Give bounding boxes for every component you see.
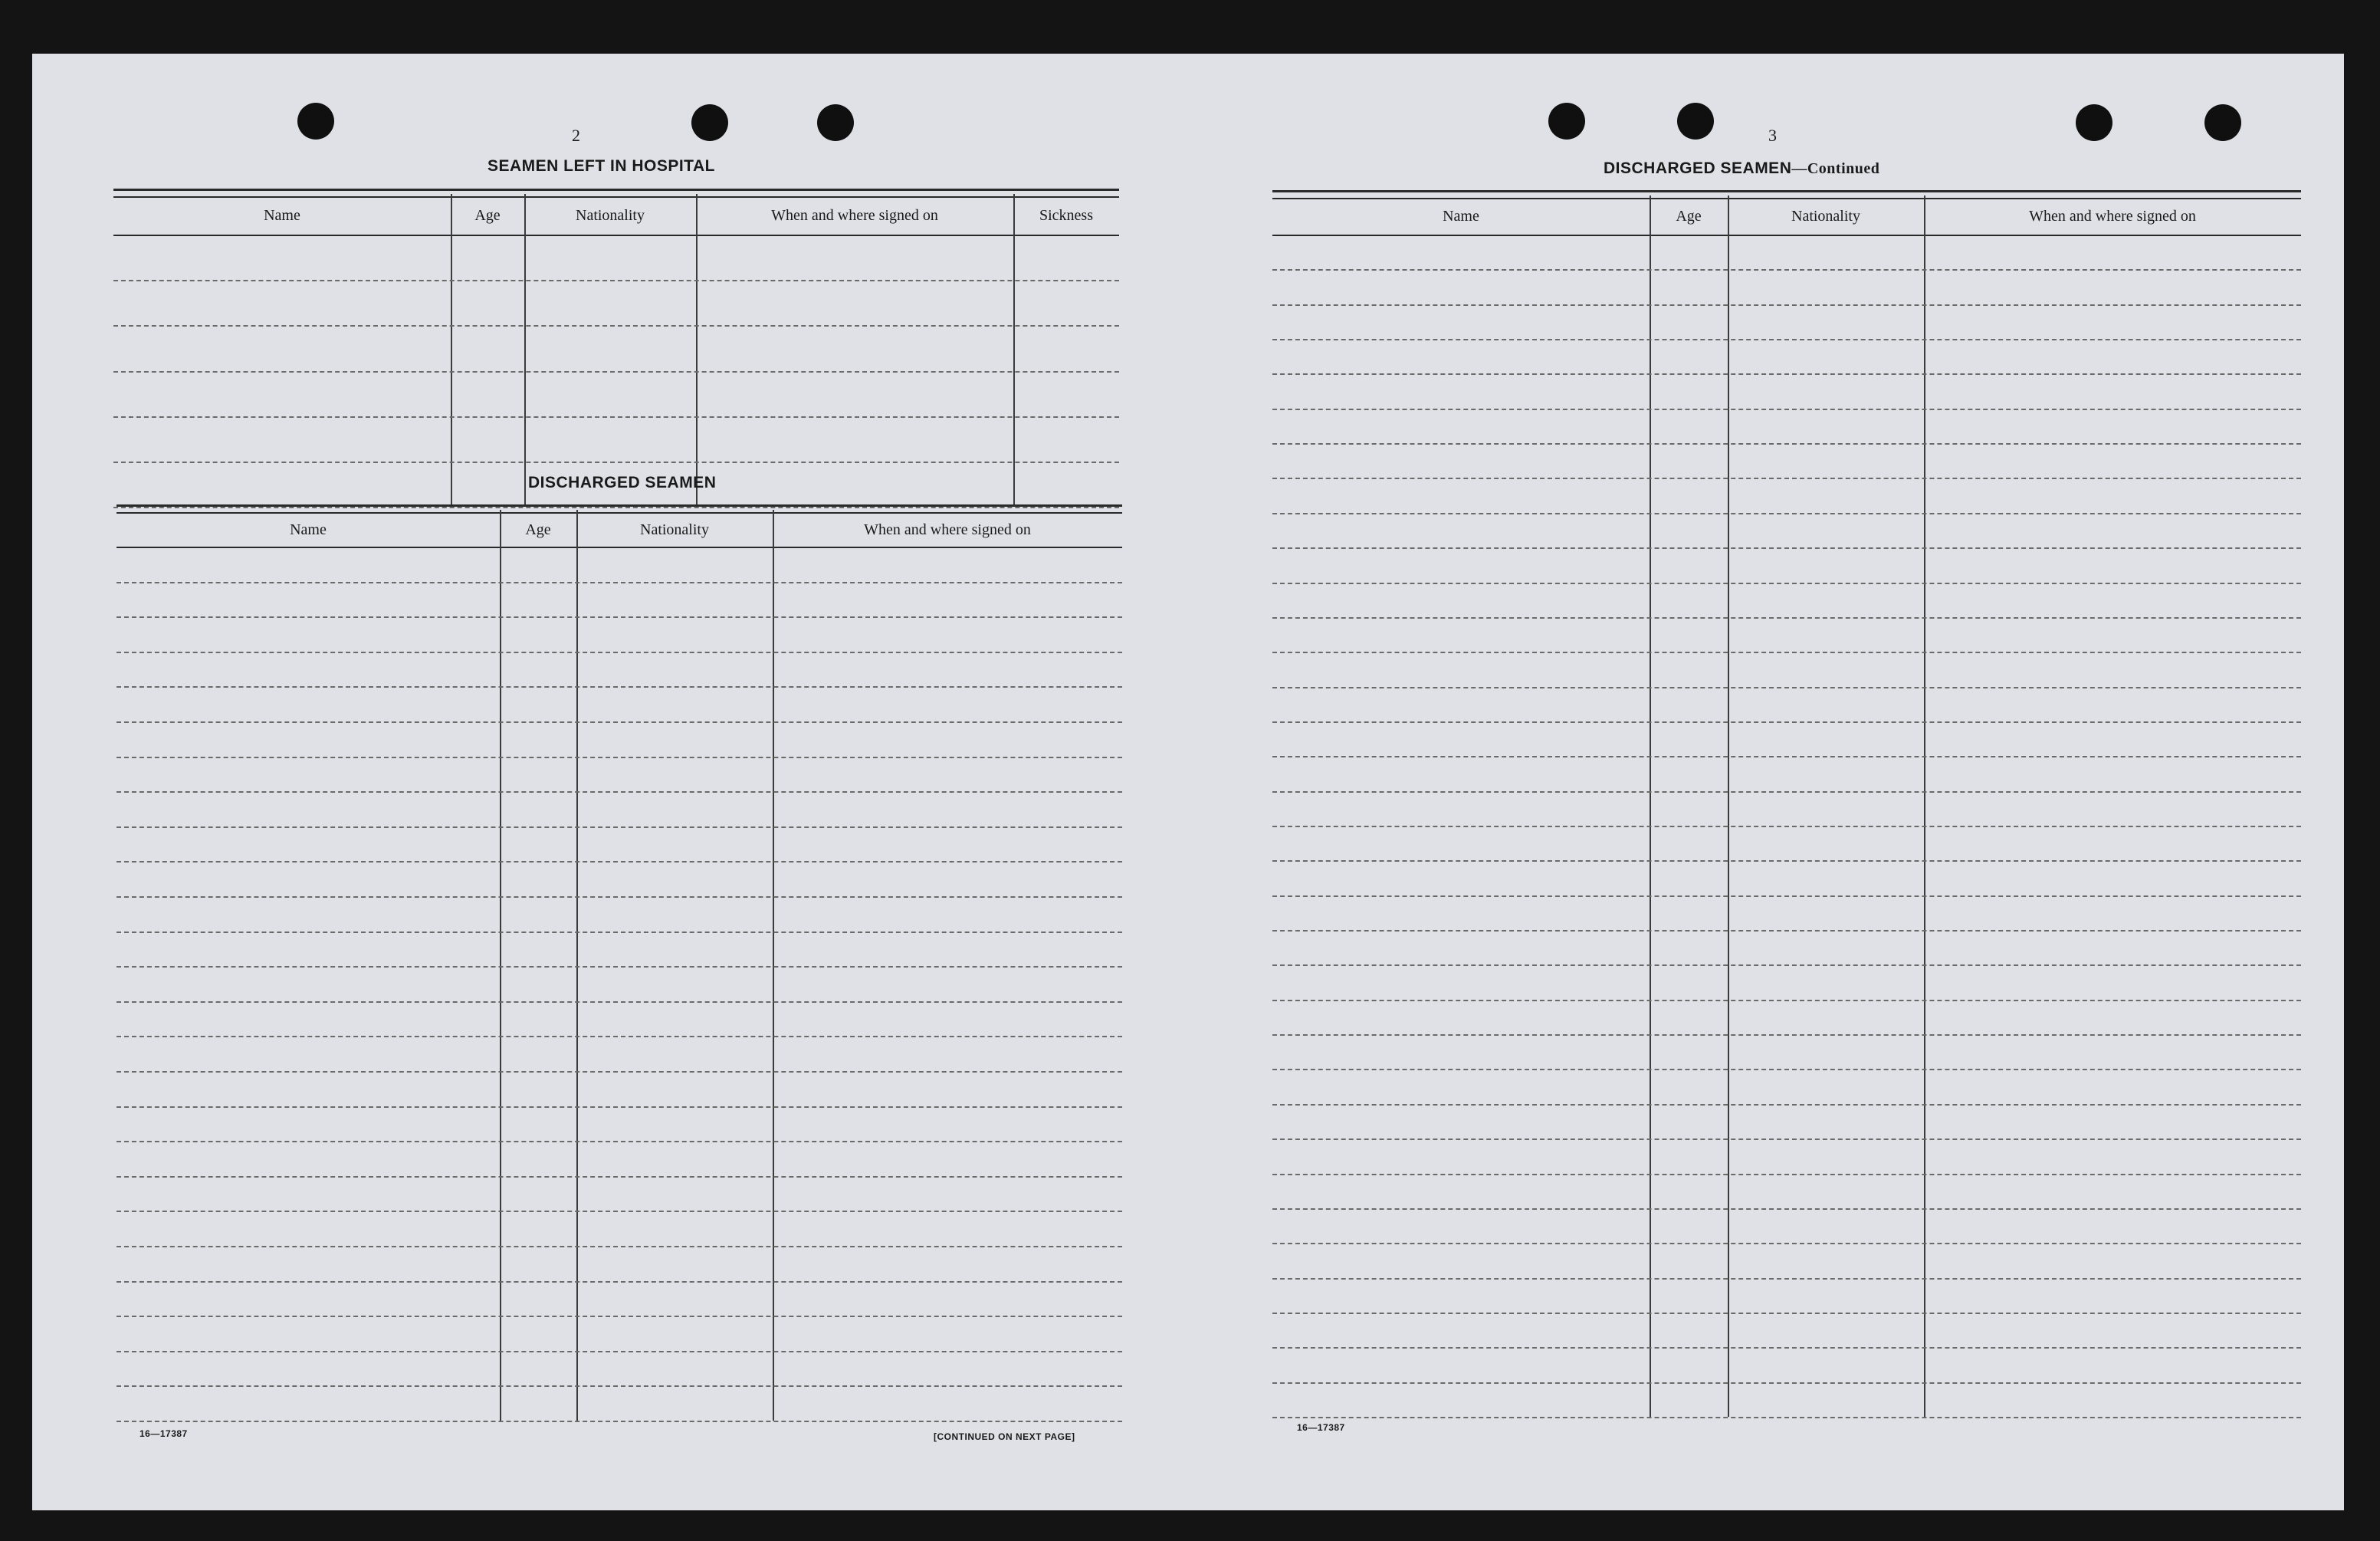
- document-sheet: [32, 54, 2344, 1510]
- table-row: [117, 1036, 1122, 1037]
- table-row: [117, 582, 1122, 583]
- table-row: [1272, 1382, 2301, 1384]
- column-header: When and where signed on: [864, 521, 1031, 538]
- header-rule: [117, 547, 1122, 548]
- discharged-continued-title-suffix: —Continued: [1791, 160, 1880, 177]
- table-row: [1272, 791, 2301, 793]
- table-row: [117, 686, 1122, 688]
- table-row: [117, 1385, 1122, 1387]
- table-row: [1272, 409, 2301, 410]
- table-top-rule: [117, 504, 1122, 514]
- table-row: [1272, 339, 2301, 340]
- table-row: [1272, 930, 2301, 932]
- punch-hole-icon: [817, 104, 854, 141]
- hospital-table: [113, 189, 1119, 511]
- table-row: [117, 1071, 1122, 1073]
- table-row: [1272, 826, 2301, 827]
- form-number-left: 16—17387: [140, 1428, 188, 1439]
- table-row: [1272, 269, 2301, 271]
- column-header: Nationality: [1791, 208, 1860, 225]
- table-row: [117, 1316, 1122, 1317]
- column-rule: [1013, 194, 1015, 507]
- table-row: [117, 652, 1122, 653]
- column-header: Age: [474, 207, 501, 224]
- punch-hole-icon: [2204, 104, 2241, 141]
- column-header: Sickness: [1039, 207, 1093, 224]
- table-row: [1272, 513, 2301, 514]
- table-row: [1272, 756, 2301, 757]
- table-row: [117, 791, 1122, 793]
- continued-note: [CONTINUED ON NEXT PAGE]: [934, 1431, 1075, 1442]
- table-row: [1272, 304, 2301, 306]
- table-row: [117, 1281, 1122, 1283]
- column-header: Nationality: [640, 521, 709, 538]
- column-rule: [1650, 196, 1651, 1417]
- table-row: [117, 1421, 1122, 1422]
- column-header: Age: [525, 521, 551, 538]
- punch-hole-icon: [297, 103, 334, 140]
- table-row: [113, 416, 1119, 418]
- column-rule: [576, 510, 578, 1421]
- page-number-left: 2: [572, 126, 580, 145]
- column-header: Name: [1443, 208, 1479, 225]
- page-number-right: 3: [1768, 126, 1777, 145]
- table-row: [1272, 1208, 2301, 1210]
- table-row: [117, 757, 1122, 758]
- table-row: [1272, 583, 2301, 584]
- table-row: [1272, 895, 2301, 897]
- hospital-section-title: SEAMEN LEFT IN HOSPITAL: [487, 157, 715, 175]
- table-row: [1272, 1000, 2301, 1001]
- table-row: [113, 280, 1119, 281]
- table-row: [117, 1211, 1122, 1212]
- form-number-right: 16—17387: [1297, 1422, 1345, 1433]
- column-header: When and where signed on: [2029, 208, 2196, 225]
- table-row: [113, 462, 1119, 463]
- table-row: [1272, 964, 2301, 966]
- discharged-continued-table: [1272, 190, 2301, 1421]
- table-row: [1272, 443, 2301, 445]
- table-row: [117, 932, 1122, 933]
- table-row: [117, 721, 1122, 723]
- table-row: [1272, 1417, 2301, 1418]
- discharged-continued-title-main: DISCHARGED SEAMEN: [1604, 159, 1792, 177]
- table-row: [117, 966, 1122, 968]
- table-row: [1272, 617, 2301, 619]
- table-row: [1272, 1313, 2301, 1314]
- column-rule: [500, 510, 501, 1421]
- table-row: [117, 826, 1122, 828]
- table-row: [117, 616, 1122, 618]
- discharged-continued-title: [1604, 159, 1879, 178]
- table-top-rule: [1272, 190, 2301, 199]
- table-row: [1272, 547, 2301, 549]
- table-row: [113, 371, 1119, 373]
- table-row: [1272, 1104, 2301, 1106]
- punch-hole-icon: [1677, 103, 1714, 140]
- column-rule: [696, 194, 698, 507]
- table-row: [1272, 1069, 2301, 1070]
- table-row: [1272, 373, 2301, 375]
- column-rule: [773, 510, 774, 1421]
- table-row: [1272, 687, 2301, 688]
- header-rule: [113, 235, 1119, 236]
- table-top-rule: [113, 189, 1119, 198]
- column-header: Name: [264, 207, 300, 224]
- table-row: [1272, 860, 2301, 862]
- discharged-section-title: DISCHARGED SEAMEN: [528, 474, 717, 491]
- column-rule: [524, 194, 526, 507]
- table-row: [117, 1001, 1122, 1003]
- table-row: [1272, 1243, 2301, 1244]
- table-row: [1272, 1174, 2301, 1175]
- punch-hole-icon: [1548, 103, 1585, 140]
- table-row: [1272, 1034, 2301, 1036]
- table-row: [117, 896, 1122, 898]
- header-rule: [1272, 235, 2301, 236]
- table-row: [117, 861, 1122, 863]
- table-row: [1272, 1138, 2301, 1140]
- column-rule: [1924, 196, 1925, 1417]
- discharged-table: [117, 504, 1122, 1422]
- table-row: [1272, 652, 2301, 653]
- table-row: [1272, 1278, 2301, 1280]
- column-header: When and where signed on: [771, 207, 938, 224]
- column-rule: [1728, 196, 1729, 1417]
- table-row: [117, 1141, 1122, 1142]
- table-row: [113, 325, 1119, 327]
- column-header: Age: [1676, 208, 1702, 225]
- table-row: [117, 1176, 1122, 1178]
- column-header: Nationality: [576, 207, 645, 224]
- table-row: [117, 1246, 1122, 1247]
- table-row: [117, 1106, 1122, 1108]
- table-row: [1272, 1347, 2301, 1349]
- table-row: [117, 1351, 1122, 1352]
- table-row: [1272, 721, 2301, 723]
- column-rule: [451, 194, 452, 507]
- punch-hole-icon: [2076, 104, 2112, 141]
- punch-hole-icon: [691, 104, 728, 141]
- table-row: [1272, 478, 2301, 479]
- column-header: Name: [290, 521, 327, 538]
